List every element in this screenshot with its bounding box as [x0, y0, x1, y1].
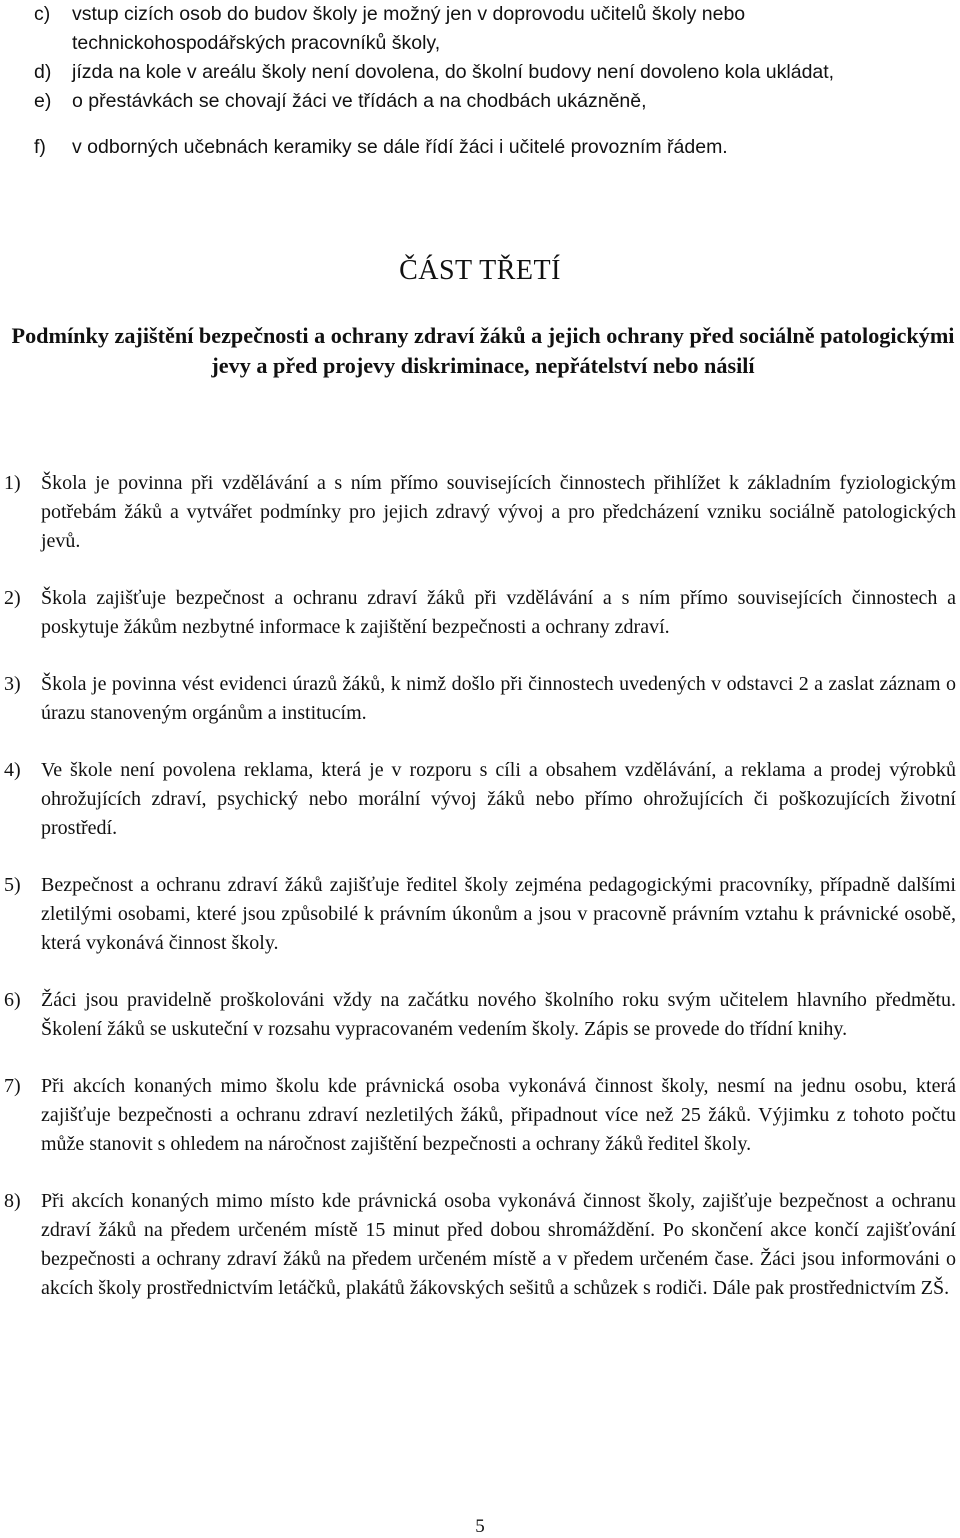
list-item-label: f): [34, 136, 46, 158]
item-number: 2): [4, 587, 21, 609]
list-item-label: e): [34, 90, 52, 112]
numbered-item: [0, 986, 956, 1044]
list-item-text: jízda na kole v areálu školy není dovolena, do školní budovy není dovoleno kola ukládat,: [72, 61, 835, 83]
item-number: 8): [4, 1190, 21, 1212]
list-item-text: v odborných učebnách keramiky se dále řídí žáci i učitelé provozním řádem.: [72, 136, 728, 158]
item-number: 1): [4, 472, 21, 494]
item-text: Ve škole není povolena reklama, která je v rozporu s cíli a obsahem vzdělávání, a reklama a prodej výrobků ohrožujících zdraví, psychický nebo morální vývoj žáků nebo přímo ohrožujících či poškozujících životní prostředí.: [41, 759, 956, 839]
item-text: Škola zajišťuje bezpečnost a ochranu zdraví žáků při vzdělávání a s ním přímo souvisejících činnostech a poskytuje žákům nezbytné informace k zajištění bezpečnosti a ochrany zdraví.: [41, 587, 956, 638]
section-heading: Podmínky zajištění bezpečnosti a ochrany zdraví žáků a jejich ochrany před sociálně patologickými jevy a před projevy diskriminace, nepřátelství nebo násilí: [11, 323, 955, 378]
numbered-item: [0, 756, 956, 843]
item-number: 6): [4, 989, 21, 1011]
item-text: Při akcích konaných mimo školu kde právnická osoba vykonává činnost školy, nesmí na jednu osobu, která zajišťuje bezpečnosti a ochranu zdraví nezletilých žáků, připadnout více než 25 žáků. Výjimku z tohoto počtu může stanovit s ohledem na náročnost zajištění bezpečnosti a ochrany žáků ředitel školy.: [41, 1075, 956, 1155]
item-number: 7): [4, 1075, 21, 1097]
item-text: Při akcích konaných mimo místo kde právnická osoba vykonává činnost školy, zajišťuje bezpečnost a ochranu zdraví žáků na předem určeném místě 15 minut před dobou shromáždění. Po skončení akce končí zajišťování bezpečnosti a ochrany zdraví žáků na předem určeném místě a v předem určeném čase. Žáci jsou informováni o akcích školy prostřednictvím letáčků, plakátů žákovských sešitů a schůzek s rodiči. Dále pak prostřednictvím ZŠ.: [41, 1190, 956, 1299]
item-number: 5): [4, 874, 21, 896]
item-number: 3): [4, 673, 21, 695]
list-item: [34, 0, 956, 58]
numbered-item: [0, 670, 956, 728]
numbered-item: [0, 469, 956, 556]
numbered-item: [0, 584, 956, 642]
list-item-text: o přestávkách se chovají žáci ve třídách a na chodbách ukázněně,: [72, 90, 647, 112]
list-item: [34, 133, 956, 162]
numbered-item: [0, 1187, 956, 1303]
page-number: 5: [475, 1516, 485, 1537]
item-text: Bezpečnost a ochranu zdraví žáků zajišťuje ředitel školy zejména pedagogickými pracovníky, případně dalšími zletilými osobami, které jsou způsobilé k právním úkonům a jsou v pracovně právním vztahu k právnické osobě, která vykonává činnost školy.: [41, 874, 956, 954]
continued-list: [34, 0, 956, 162]
numbered-list: [0, 469, 960, 1303]
list-item-label: c): [34, 3, 51, 25]
numbered-item: [0, 871, 956, 958]
part-title: ČÁST TŘETÍ: [399, 255, 561, 286]
numbered-item: [0, 1072, 956, 1159]
list-item: [34, 87, 956, 116]
item-text: Škola je povinna při vzdělávání a s ním přímo souvisejících činnostech přihlížet k základním fyziologickým potřebám žáků a vytvářet podmínky pro jejich zdravý vývoj a pro předcházení vzniku sociálně patologických jevů.: [41, 472, 956, 552]
list-item-label: d): [34, 61, 52, 83]
list-item: [34, 58, 956, 87]
item-text: Žáci jsou pravidelně proškolováni vždy na začátku nového školního roku svým učitelem hlavního předmětu. Školení žáků se uskuteční v rozsahu vypracovaném vedením školy. Zápis se provede do třídní knihy.: [41, 989, 956, 1040]
item-text: Škola je povinna vést evidenci úrazů žáků, k nimž došlo při činnostech uvedených v odstavci 2 a zaslat záznam o úrazu stanoveným orgánům a institucím.: [41, 673, 956, 724]
item-number: 4): [4, 759, 21, 781]
list-item-text: vstup cizích osob do budov školy je možný jen v doprovodu učitelů školy nebo technickohospodářských pracovníků školy,: [72, 3, 746, 54]
